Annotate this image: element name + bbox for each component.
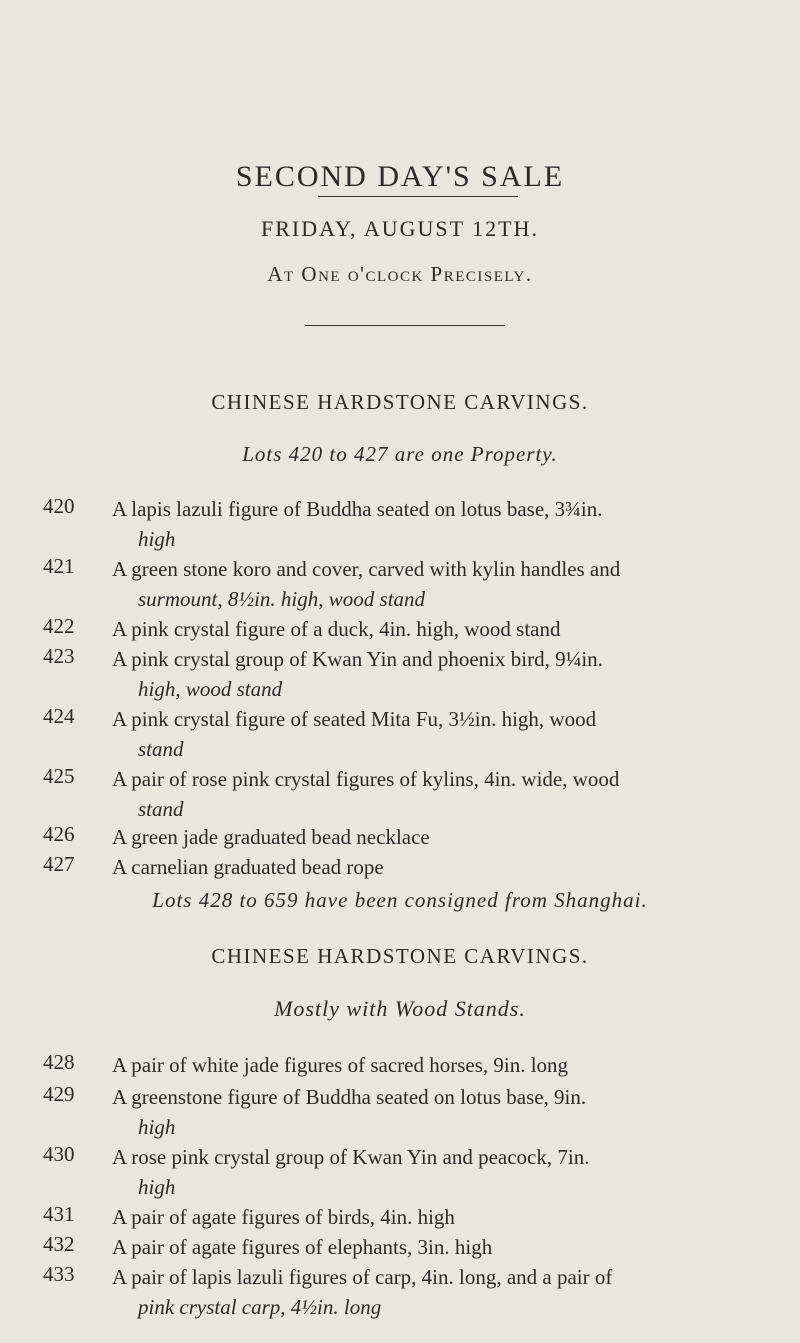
lot-number: 422: [43, 614, 75, 638]
lot-number: 428: [43, 1050, 75, 1074]
lot-description: [112, 1202, 780, 1232]
consignment-note: Lots 428 to 659 have been consigned from Shanghai.: [152, 888, 648, 912]
title-rule: [318, 196, 518, 197]
lot-description-line: A pair of agate figures of elephants, 3in. high: [112, 1235, 493, 1259]
lot-description: [112, 1050, 780, 1080]
lot-description: [112, 764, 780, 824]
lot-description-line: A green jade graduated bead necklace: [112, 825, 430, 849]
lot-description-line: A pink crystal figure of a duck, 4in. high, wood stand: [112, 617, 561, 641]
lot-description-line: A pink crystal figure of seated Mita Fu, 3½in. high, wood: [112, 707, 597, 731]
stands-note: Mostly with Wood Stands.: [274, 996, 526, 1021]
lot-number: 429: [43, 1082, 75, 1106]
lot-description-line: A pink crystal group of Kwan Yin and phoenix bird, 9¼in.: [112, 647, 603, 671]
lot-description: [112, 704, 780, 764]
lot-description-line: A pair of rose pink crystal figures of kylins, 4in. wide, wood: [112, 767, 620, 791]
lot-description-continuation: high, wood stand: [138, 677, 283, 701]
lot-description: [112, 1082, 780, 1142]
lot-description-continuation: surmount, 8½in. high, wood stand: [138, 587, 426, 611]
lot-description-line: A pair of agate figures of birds, 4in. high: [112, 1205, 455, 1229]
lot-description: [112, 614, 780, 644]
lot-description: [112, 644, 780, 704]
lot-number: 420: [43, 494, 75, 518]
lot-number: 427: [43, 852, 75, 876]
lot-description-continuation: stand: [138, 737, 184, 761]
sale-date: FRIDAY, AUGUST 12TH.: [261, 216, 539, 241]
lot-description: [112, 554, 780, 614]
lot-description-line: A lapis lazuli figure of Buddha seated on lotus base, 3¾in.: [112, 497, 603, 521]
lot-number: 426: [43, 822, 75, 846]
section-heading-1: CHINESE HARDSTONE CARVINGS.: [211, 390, 589, 414]
lot-number: 431: [43, 1202, 75, 1226]
lot-description-line: A carnelian graduated bead rope: [112, 855, 384, 879]
lot-description-line: A rose pink crystal group of Kwan Yin and peacock, 7in.: [112, 1145, 590, 1169]
lot-description-continuation: high: [138, 527, 176, 551]
header-rule: [305, 325, 505, 326]
lot-description-line: A greenstone figure of Buddha seated on lotus base, 9in.: [112, 1085, 587, 1109]
lot-description-line: A green stone koro and cover, carved with kylin handles and: [112, 557, 621, 581]
lot-number: 432: [43, 1232, 75, 1256]
lot-number: 433: [43, 1262, 75, 1286]
lot-description: [112, 1262, 780, 1322]
sale-title: SECOND DAY'S SALE: [235, 160, 565, 193]
lot-number: 430: [43, 1142, 75, 1166]
lot-description-continuation: high: [138, 1175, 176, 1199]
lot-description: [112, 822, 780, 852]
sale-time: At One o'clock Precisely.: [267, 262, 533, 286]
lot-description-line: A pair of lapis lazuli figures of carp, 4in. long, and a pair of: [112, 1265, 613, 1289]
lot-description-line: A pair of white jade figures of sacred horses, 9in. long: [112, 1053, 569, 1077]
lot-number: 425: [43, 764, 75, 788]
lot-description: [112, 852, 780, 882]
lot-description-continuation: stand: [138, 797, 184, 821]
section-heading-2: CHINESE HARDSTONE CARVINGS.: [211, 944, 589, 968]
lot-number: 423: [43, 644, 75, 668]
lot-description-continuation: pink crystal carp, 4½in. long: [138, 1295, 382, 1319]
lot-description: [112, 1232, 780, 1262]
lot-description-continuation: high: [138, 1115, 176, 1139]
lot-description: [112, 1142, 780, 1202]
lot-number: 421: [43, 554, 75, 578]
lot-description: [112, 494, 780, 554]
property-note: Lots 420 to 427 are one Property.: [242, 442, 558, 466]
lot-number: 424: [43, 704, 75, 728]
